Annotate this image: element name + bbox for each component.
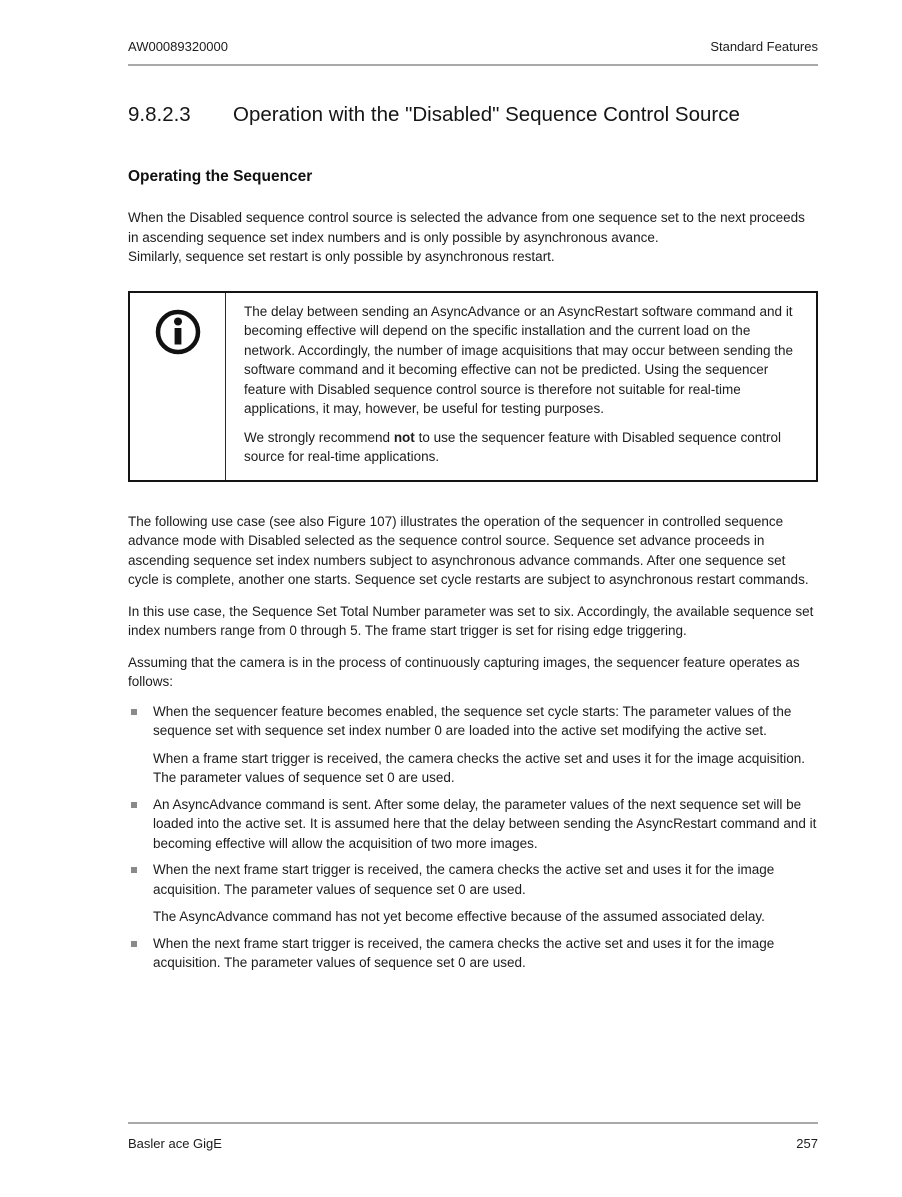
note-p2-bold: not (393, 429, 415, 445)
body-paragraph: The following use case (see also Figure 107) illustrates the operation of the sequencer in controlled sequence advance mode with Disabled selected as the sequence control source. Sequence set advance proceeds in ascending sequence set index numbers subject to asynchronous advance commands. After one sequence set cycle is complete, another one starts. Sequence set cycle restarts are subject to asynchronous restart commands. (128, 513, 809, 587)
list-item (128, 860, 818, 927)
intro-paragraph-2: Similarly, sequence set restart is only possible by asynchronous restart. (128, 249, 555, 264)
note-box-icon-cell (130, 293, 226, 480)
bullet-square-icon (131, 941, 137, 947)
header-rule (128, 64, 818, 66)
bullet-paragraph: An AsyncAdvance command is sent. After some delay, the parameter values of the next sequence set will be loaded into the active set. It is assumed here that the delay between sending the AsyncRestart command and it becoming effective will allow the acquisition of two more images. (153, 796, 817, 851)
bullet-paragraph: When the next frame start trigger is received, the camera checks the active set and uses it for the image acquisition. The parameter values of sequence set 0 are used. (153, 935, 775, 970)
note-box (128, 291, 818, 482)
list-item (128, 702, 818, 788)
note-box-text (226, 293, 816, 480)
note-p2-before: We strongly recommend (244, 429, 394, 445)
info-icon (154, 308, 202, 356)
bullet-square-icon (131, 802, 137, 808)
footer-rule (128, 1122, 818, 1124)
page-footer (128, 1122, 818, 1151)
bullet-paragraph: When a frame start trigger is received, the camera checks the active set and uses it for the image acquisition. The parameter values of sequence set 0 are used. (153, 750, 806, 785)
note-paragraph-2 (244, 428, 802, 467)
bullet-square-icon (131, 709, 137, 715)
footer-page-number: 257 (796, 1136, 818, 1151)
page-header (128, 0, 818, 54)
intro-paragraph: When the Disabled sequence control source is selected the advance from one sequence set to the next proceeds in ascending sequence set index numbers and is only possible by asynchronous avance. (128, 210, 805, 245)
note-p2-after: to use the sequencer feature with Disabled sequence control source for real-time applications. (244, 429, 782, 464)
section-number: 9.8.2.3 (128, 103, 191, 126)
header-chapter-title: Standard Features (710, 39, 818, 54)
bullet-paragraph: The AsyncAdvance command has not yet become effective because of the assumed associated delay. (153, 909, 765, 924)
header-doc-id: AW00089320000 (128, 39, 228, 54)
note-paragraph-1: The delay between sending an AsyncAdvance or an AsyncRestart software command and it becoming effective will depend on the specific installation and the current load on the network. Accordingly, the number of image acquisitions that may occur between sending the software command and it becoming effective can not be predicted. Using the sequencer feature with Disabled sequence control source is therefore not suitable for real-time applications, it may, however, be useful for testing purposes. (244, 303, 794, 416)
section-heading (128, 103, 818, 127)
bullet-paragraph: When the sequencer feature becomes enabled, the sequence set cycle starts: The parameter values of the sequence set with sequence set index number 0 are loaded into the active set modifying the active set. (153, 703, 792, 738)
list-item (128, 795, 818, 854)
subheading: Operating the Sequencer (128, 168, 313, 185)
bullet-paragraph: When the next frame start trigger is received, the camera checks the active set and uses it for the image acquisition. The parameter values of sequence set 0 are used. (153, 862, 775, 897)
footer-product-name: Basler ace GigE (128, 1136, 222, 1151)
bullet-list (128, 702, 818, 973)
list-item (128, 934, 818, 973)
bullet-square-icon (131, 867, 137, 873)
body-paragraph: In this use case, the Sequence Set Total Number parameter was set to six. Accordingly, the available sequence set index numbers range from 0 through 5. The frame start trigger is set for rising edge triggering. (128, 603, 814, 638)
body-paragraph: Assuming that the camera is in the process of continuously capturing images, the sequencer feature operates as follows: (128, 654, 800, 689)
section-title: Operation with the "Disabled" Sequence Control Source (233, 103, 740, 126)
